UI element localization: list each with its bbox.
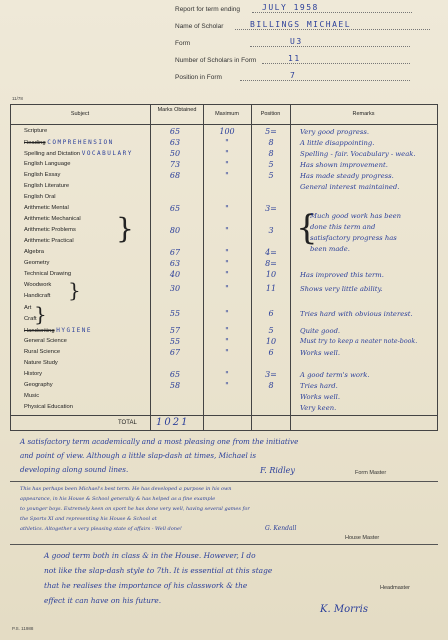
remark-english-language: Has shown improvement. (300, 161, 388, 169)
form-underline (250, 46, 410, 47)
total-label: TOTAL (118, 420, 137, 426)
subject-physical-education: Physical Education (24, 404, 73, 410)
subject-english-language: English Language (24, 161, 71, 167)
form-master-signature: F. Ridley (260, 466, 295, 475)
subject-english-essay: English Essay (24, 172, 61, 178)
mark-hygiene: 57 (169, 326, 181, 335)
headmaster-role: Headmaster (380, 585, 410, 591)
pos-spelling: 8 (268, 149, 274, 158)
subject-handicraft: Handicraft (24, 293, 51, 299)
remark-art: Tries hard with obvious interest. (300, 310, 413, 318)
footer-code: P.S. 11988 (12, 626, 34, 631)
subject-reading-printed: Reading (24, 140, 46, 146)
name-underline (235, 29, 430, 30)
mark-arithmetic-problems: 80 (169, 226, 181, 235)
subject-algebra: Algebra (24, 249, 44, 255)
pos-arithmetic-problems: 3 (268, 226, 274, 235)
max-scripture: 100 (219, 127, 235, 136)
subject-english-literature: English Literature (24, 183, 70, 189)
max-woodwork: " (225, 284, 229, 293)
subject-music: Music (24, 393, 40, 399)
col-position: Position (260, 111, 281, 117)
max-english-language: " (225, 160, 229, 169)
divider-form-master (10, 481, 438, 482)
mark-woodwork: 30 (169, 284, 181, 293)
max-general-science: " (225, 337, 229, 346)
form-master-comment-line2: and point of view. Although a little slap-dash at times, Michael is (20, 451, 257, 460)
max-arithmetic-problems: " (225, 226, 229, 235)
house-master-comment-line5: athletics. Altogether a very pleasing state of affairs - Well done! (20, 526, 182, 532)
headmaster-comment-line4: effect it can have on his future. (44, 596, 162, 605)
max-reading: " (225, 138, 229, 147)
remark-arithmetic-line4: been made. (310, 245, 350, 253)
subject-spelling (24, 150, 133, 157)
max-spelling: " (225, 149, 229, 158)
mark-technical-drawing: 40 (169, 270, 181, 279)
name-label: Name of Scholar (175, 23, 224, 30)
subject-rural-science: Rural Science (24, 349, 61, 355)
col-remarks: Remarks (352, 111, 375, 117)
pos-algebra: 4= (265, 248, 277, 257)
term-label: Report for term ending (175, 6, 241, 13)
subject-spelling-printed: Spelling and Dictation (24, 151, 81, 157)
remark-spelling: Spelling - fair. Vocabulary - weak. (300, 150, 416, 158)
max-algebra: " (225, 248, 229, 257)
pos-hygiene: 5 (268, 326, 274, 335)
remark-scripture: Very good progress. (300, 128, 370, 136)
remark-hygiene: Quite good. (300, 327, 341, 335)
subject-geometry: Geometry (24, 260, 50, 266)
pos-scripture: 5= (265, 127, 277, 136)
pos-geography: 8 (268, 381, 274, 390)
mark-english-essay: 68 (169, 171, 181, 180)
position-underline (240, 80, 410, 81)
subject-craft: Craft (24, 316, 37, 322)
remark-arithmetic-line2: done this term and (310, 223, 376, 231)
pos-technical-drawing: 10 (265, 270, 277, 279)
max-geography: " (225, 381, 229, 390)
pos-rural-science: 6 (268, 348, 274, 357)
col-subject: Subject (70, 111, 90, 117)
subject-arithmetic-practical: Arithmetic Practical (24, 238, 74, 244)
count-value: 11 (288, 54, 301, 63)
term-underline (252, 12, 412, 13)
mark-scripture: 65 (169, 127, 181, 136)
col-marks: Marks Obtained (157, 107, 197, 113)
house-master-comment-line2: appearance, in his House & School generally & has helped as a fine example (20, 496, 216, 502)
mark-algebra: 67 (169, 248, 181, 257)
subject-reading (24, 139, 114, 146)
max-hygiene: " (225, 326, 229, 335)
total-value: 1021 (156, 417, 190, 428)
mark-geometry: 63 (169, 259, 181, 268)
subject-english-oral: English Oral (24, 194, 56, 200)
arithmetic-brace: } (116, 212, 134, 245)
count-underline (262, 63, 410, 64)
remark-reading: A little disappointing. (300, 139, 375, 147)
mark-general-science: 55 (169, 337, 181, 346)
mark-spelling: 50 (169, 149, 181, 158)
pos-woodwork: 11 (265, 284, 277, 293)
mark-geography: 58 (169, 381, 181, 390)
remark-english-essay: Has made steady progress. (300, 172, 394, 180)
pos-english-essay: 5 (268, 171, 274, 180)
art-brace: } (34, 302, 47, 326)
form-master-comment-line1: A satisfactory term academically and a most pleasing one from the initiative (20, 437, 299, 446)
headmaster-comment-line3: that he realises the importance of his classwork & the (44, 581, 248, 590)
subject-history: History (24, 371, 43, 377)
mark-history: 65 (169, 370, 181, 379)
form-label: Form (175, 40, 191, 47)
house-master-signature: G. Kendall (265, 525, 297, 532)
max-english-essay: " (225, 171, 229, 180)
count-label: Number of Scholars in Form (175, 57, 257, 64)
form-code: 11/78 (12, 96, 23, 101)
headmaster-comment-line2: not like the slap-dash style to 7th. It is essential at this stage (44, 566, 273, 575)
subject-arithmetic-mechanical: Arithmetic Mechanical (24, 216, 81, 222)
pos-reading: 8 (268, 138, 274, 147)
remarks-arithmetic-brace: { (296, 208, 318, 248)
subject-geography: Geography (24, 382, 53, 388)
remark-rural-science: Works well. (300, 349, 340, 357)
pos-history: 3= (265, 370, 277, 379)
remark-history: A good term's work. (300, 371, 370, 379)
form-master-comment-line3: developing along sound lines. (20, 465, 129, 474)
mark-arithmetic-mental: 65 (169, 204, 181, 213)
remark-arithmetic-line3: satisfactory progress has (310, 234, 397, 242)
remark-technical-drawing: Has improved this term. (300, 271, 384, 279)
position-value: 7 (290, 71, 297, 80)
form-master-role: Form Master (355, 470, 387, 476)
pos-geometry: 8= (265, 259, 277, 268)
house-master-comment-line1: This has perhaps been Michael's best term. He has developed a purpose in his own (20, 486, 232, 492)
headmaster-comment-line1: A good term both in class & in the House. However, I do (44, 551, 256, 560)
subject-handwriting-printed: Handwriting (24, 328, 55, 334)
position-label: Position in Form (175, 74, 222, 81)
pos-arithmetic-mental: 3= (265, 204, 277, 213)
pos-english-language: 5 (268, 160, 274, 169)
max-arithmetic-mental: " (225, 204, 229, 213)
subject-reading-added: COMPREHENSION (47, 139, 114, 146)
subject-arithmetic-problems: Arithmetic Problems (24, 227, 76, 233)
marks-table (10, 104, 438, 430)
remark-english-literature: General interest maintained. (300, 183, 400, 191)
house-master-comment-line3: to younger boys. Extremely keen on sport he has done very well, having several games for (20, 506, 250, 512)
max-rural-science: " (225, 348, 229, 357)
mark-art: 55 (169, 309, 181, 318)
remark-general-science: Must try to keep a neater note-book. (300, 338, 418, 345)
mark-reading: 63 (169, 138, 181, 147)
term-value: JULY 1958 (262, 3, 319, 12)
headmaster-signature: K. Morris (320, 604, 368, 615)
subject-arithmetic-mental: Arithmetic Mental (24, 205, 69, 211)
remark-geography: Tries hard. (300, 382, 338, 390)
mark-english-language: 73 (169, 160, 181, 169)
divider-house-master (10, 544, 438, 545)
max-art: " (225, 309, 229, 318)
mark-rural-science: 67 (169, 348, 181, 357)
subject-handwriting (24, 327, 92, 334)
remark-arithmetic-line1: Much good work has been (310, 212, 402, 220)
woodwork-brace: } (68, 278, 81, 302)
max-geometry: " (225, 259, 229, 268)
house-master-role: House Master (345, 535, 380, 541)
remark-music: Works well. (300, 393, 340, 401)
subject-art: Art (24, 305, 32, 311)
house-master-comment-line4: the Sports XI and representing his House & School at (20, 516, 157, 522)
pos-art: 6 (268, 309, 274, 318)
form-value: U3 (290, 37, 303, 46)
remark-woodwork: Shows very little ability. (300, 285, 383, 293)
subject-spelling-added: VOCABULARY (81, 150, 133, 157)
subject-woodwork: Woodwork (24, 282, 52, 288)
subject-scripture: Scripture (24, 128, 48, 134)
subject-technical-drawing: Technical Drawing (24, 271, 72, 277)
pos-general-science: 10 (265, 337, 277, 346)
remark-physical-education: Very keen. (300, 404, 337, 412)
subject-general-science: General Science (24, 338, 67, 344)
max-technical-drawing: " (225, 270, 229, 279)
name-value: BILLINGS MICHAEL (250, 20, 352, 29)
subject-nature-study: Nature Study (24, 360, 58, 366)
subject-handwriting-added: HYGIENE (56, 327, 93, 334)
max-history: " (225, 370, 229, 379)
col-maximum: Maximum (215, 111, 239, 117)
